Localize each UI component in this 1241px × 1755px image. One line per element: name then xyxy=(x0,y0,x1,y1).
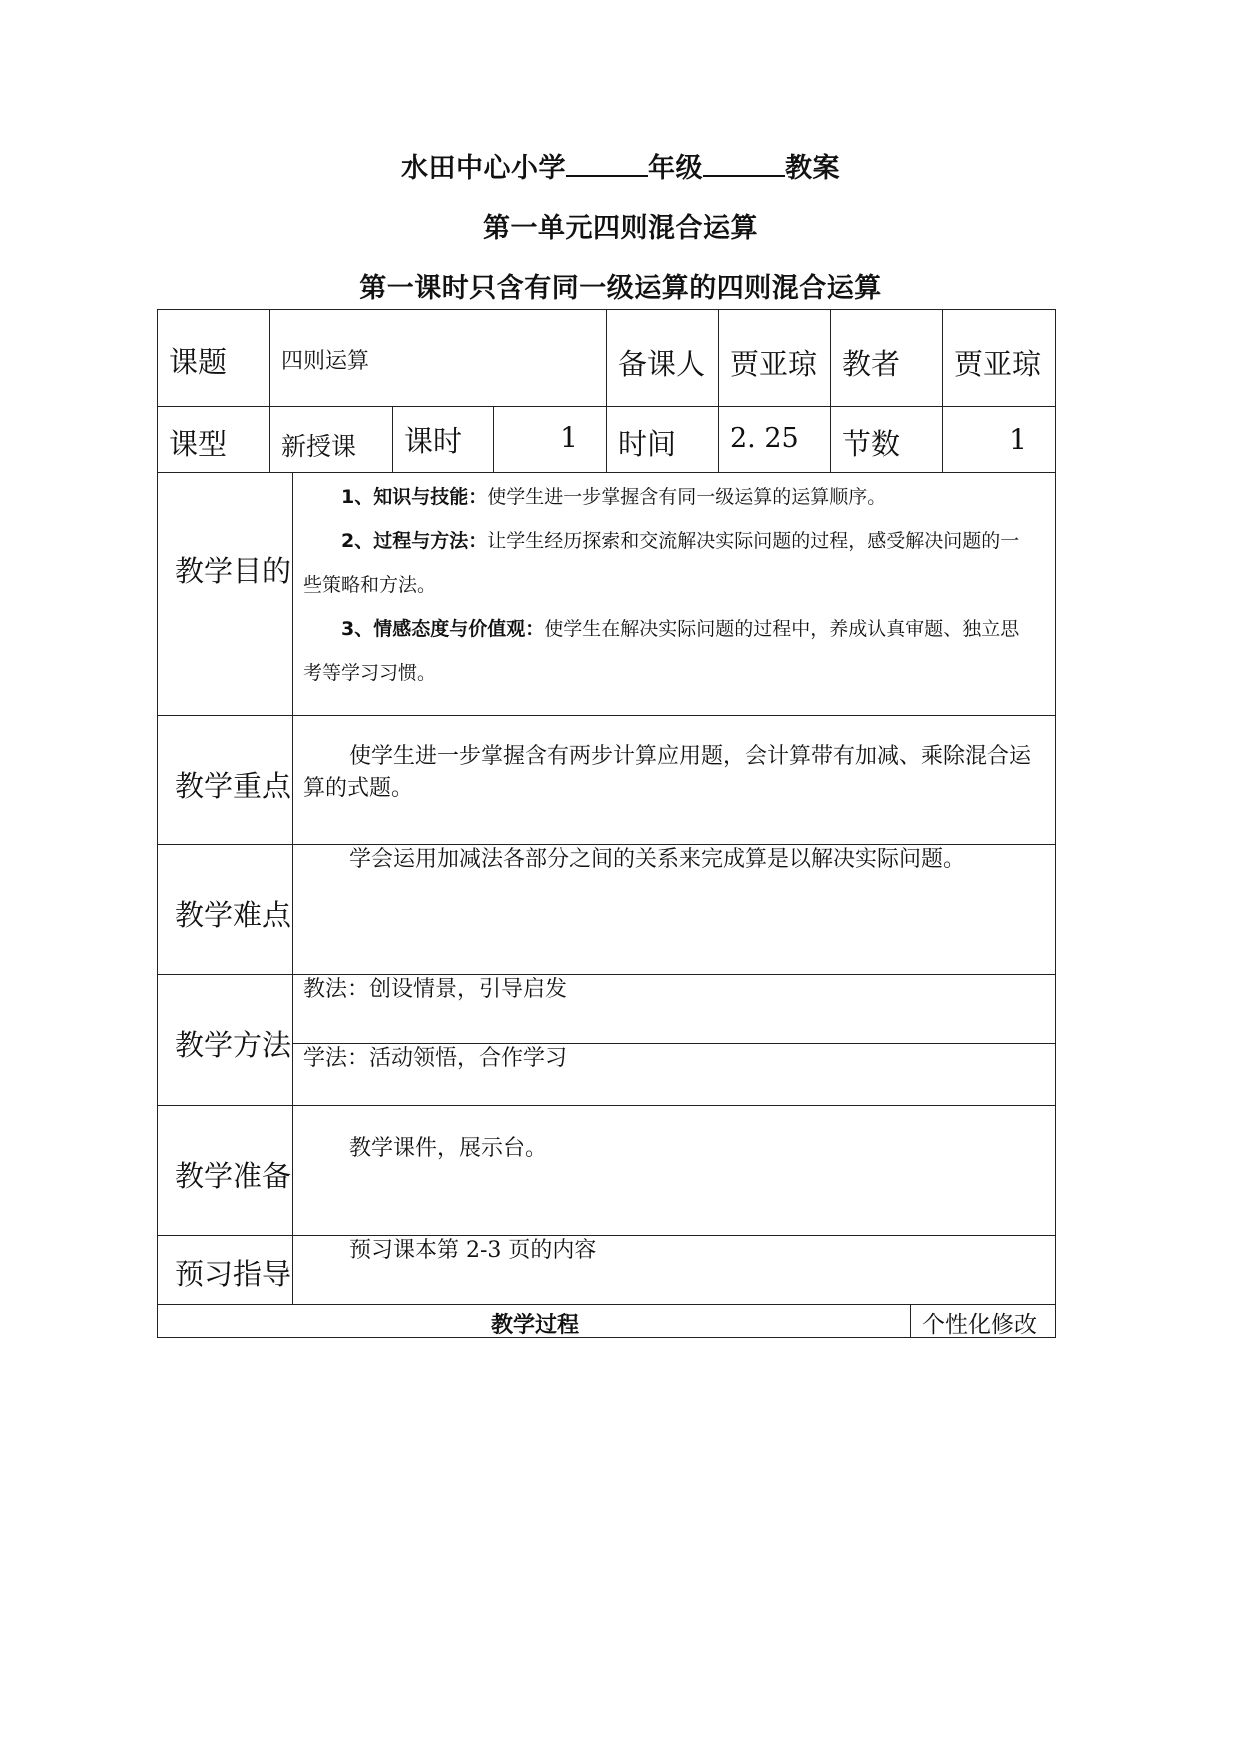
objectives-label-cell xyxy=(157,472,293,716)
keypoints-label-cell xyxy=(157,715,293,845)
section-label: 节数 xyxy=(842,427,901,461)
row2-hours-value-cell xyxy=(493,406,607,473)
objective-1-text: 使学生进一步掌握含有同一级运算的运算顺序。 xyxy=(487,486,887,508)
preview-content-cell xyxy=(292,1235,1056,1305)
difficulties-content-cell xyxy=(292,844,1056,975)
keypoints-content-cell xyxy=(292,715,1056,845)
doc-label: 教案 xyxy=(785,153,840,184)
objective-2-title: 2、过程与方法： xyxy=(341,530,488,552)
hours-label: 课时 xyxy=(404,424,463,458)
lesson-title: 第一课时只含有同一级运算的四则混合运算 xyxy=(359,273,882,304)
section-value: 1 xyxy=(1009,423,1027,456)
methods-label: 教学方法 xyxy=(175,1028,292,1062)
topic-value: 四则运算 xyxy=(281,349,370,374)
objective-item-2-cont: 些策略和方法。 xyxy=(303,574,437,596)
personal-edit-label: 个性化修改 xyxy=(922,1312,1037,1338)
methods-teaching-text: 教法：创设情景，引导启发 xyxy=(303,977,568,1002)
keypoints-text-line1: 使学生进一步掌握含有两步计算应用题，会计算带有加减、乘除混合运 xyxy=(349,744,1032,769)
preview-label-cell xyxy=(157,1235,293,1305)
objective-item-3-cont: 考等学习习惯。 xyxy=(303,662,437,684)
row2-type-label-cell xyxy=(157,406,270,473)
objectives-content-cell xyxy=(292,472,1056,716)
objective-item-1 xyxy=(341,479,886,516)
topic-label: 课题 xyxy=(169,345,228,379)
row2-type-value-cell xyxy=(269,406,393,473)
time-label: 时间 xyxy=(618,427,677,461)
preparer-label: 备课人 xyxy=(618,347,706,381)
preparation-label-cell xyxy=(157,1105,293,1236)
difficulties-text: 学会运用加减法各部分之间的关系来完成算是以解决实际问题。 xyxy=(349,847,966,872)
row2-section-label-cell xyxy=(830,406,943,473)
objective-1-title: 1、知识与技能： xyxy=(341,486,488,508)
objective-2-text-line1: 让学生经历探索和交流解决实际问题的过程，感受解决问题的一 xyxy=(487,530,1020,552)
grade-label: 年级 xyxy=(648,153,703,184)
row1-topic-label-cell xyxy=(157,309,270,407)
preparation-label: 教学准备 xyxy=(175,1159,292,1193)
row2-section-value-cell xyxy=(942,406,1056,473)
preparation-text: 教学课件，展示台。 xyxy=(349,1136,548,1161)
row2-time-value-cell xyxy=(718,406,831,473)
unit-title: 第一单元四则混合运算 xyxy=(483,213,758,244)
process-header-cell xyxy=(157,1304,911,1338)
row1-preparer-value-cell xyxy=(718,309,831,407)
objective-item-3 xyxy=(341,611,1019,648)
preparation-content-cell xyxy=(292,1105,1056,1236)
page-title xyxy=(0,146,1241,185)
row1-teacher-label-cell xyxy=(830,309,943,407)
row1-teacher-value-cell xyxy=(942,309,1056,407)
difficulties-label-cell xyxy=(157,844,293,975)
difficulties-label: 教学难点 xyxy=(175,898,292,932)
methods-teaching-cell xyxy=(292,974,1056,1044)
methods-learning-cell xyxy=(292,1043,1056,1106)
grade-blank xyxy=(566,153,648,177)
personal-edit-cell xyxy=(910,1304,1056,1338)
type-label: 课型 xyxy=(169,427,228,461)
methods-label-cell xyxy=(157,974,293,1106)
preview-label: 预习指导 xyxy=(175,1257,292,1291)
objective-3-text-line1: 使学生在解决实际问题的过程中，养成认真审题、独立思 xyxy=(544,618,1020,640)
row1-topic-value-cell xyxy=(269,309,607,407)
time-value: 2. 25 xyxy=(730,423,799,454)
process-label: 教学过程 xyxy=(491,1313,580,1338)
type-value: 新授课 xyxy=(281,432,357,461)
preparer-value: 贾亚琼 xyxy=(730,347,818,381)
preview-text: 预习课本第 2-3 页的内容 xyxy=(349,1238,597,1263)
doc-blank xyxy=(703,153,785,177)
teacher-value: 贾亚琼 xyxy=(954,347,1042,381)
methods-learning-text: 学法：活动领悟，合作学习 xyxy=(303,1046,568,1071)
objectives-label: 教学目的 xyxy=(175,554,292,588)
row2-time-label-cell xyxy=(606,406,719,473)
row2-hours-label-cell xyxy=(392,406,494,473)
hours-value: 1 xyxy=(560,421,578,454)
school-name: 水田中心小学 xyxy=(401,153,566,184)
objective-3-title: 3、情感态度与价值观： xyxy=(341,618,545,640)
objective-item-2 xyxy=(341,523,1019,560)
keypoints-label: 教学重点 xyxy=(175,769,292,803)
teacher-label: 教者 xyxy=(842,347,901,381)
keypoints-text-line2: 算的式题。 xyxy=(303,776,414,801)
row1-preparer-label-cell xyxy=(606,309,719,407)
